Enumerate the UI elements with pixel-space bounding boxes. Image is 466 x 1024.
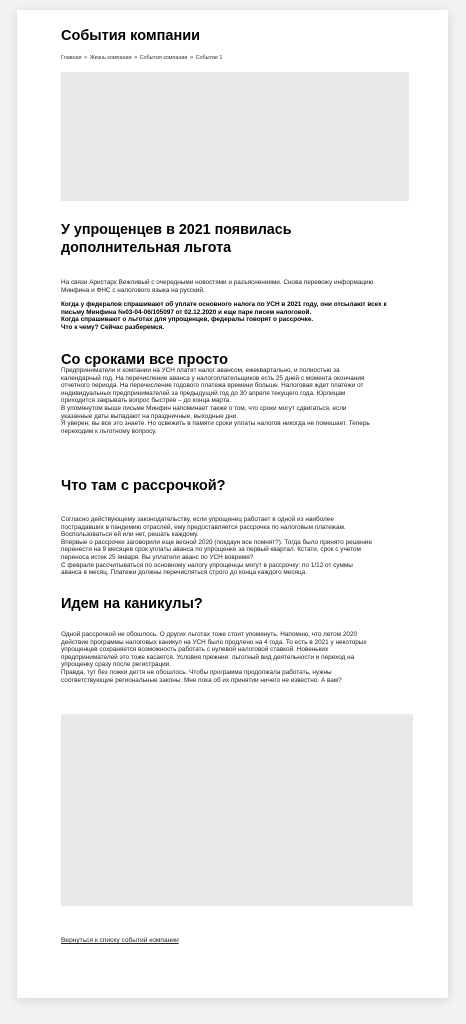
section-body-line: отчетного периода. На перечисление годового платежа времени больше. Налоговая ждет платежи от [61, 382, 364, 390]
lead-line: Когда спрашивают о льготах для упрощенцев, федералы говорят о рассрочке. [61, 316, 314, 324]
section-body-line: упрощенцев сохраняется возможность работать с нулевой налоговой ставкой. Новеньких [61, 646, 329, 654]
article-title-line: дополнительная льгота [61, 239, 232, 256]
section-deadlines-lines [61, 367, 421, 435]
intro-paragraph [61, 279, 421, 294]
lead-line: Когда у федералов спрашивают об уплате основного налога по УСН в 2021 году, они отсылают всех к [61, 301, 387, 308]
section-heading-installment: Что там с рассрочкой? [61, 478, 226, 494]
section-body-line: пострадавших в пандемию отраслей, ему предоставляется рассрочка по налоговым платежам. [61, 523, 346, 531]
section-body-line: Согласно действующему законодательству, если упрощенец работает в одной из наиболее [61, 516, 334, 523]
article-title [61, 222, 411, 257]
breadcrumb-separator: > [84, 55, 88, 61]
section-heading-holidays: Идем на каникулы? [61, 596, 203, 612]
section-body-line: С февраля рассчитываться по основному налогу упрощенцы могут в рассрочку: по 1/12 от суммы [61, 561, 353, 569]
breadcrumb-separator: > [133, 55, 138, 61]
section-body-line: приходится закрывать вопрос быстрее – до конца марта. [61, 397, 232, 405]
section-body-line: Впервые о рассрочке заговорили еще весной 2020 (покдаун все помнят?). Тогда было принято решение [61, 538, 373, 546]
page-title: События компании [61, 28, 201, 44]
lead-line: Что к чему? Сейчас разберемся. [61, 323, 165, 331]
section-body-line: индивидуальных предпринимателей за предыдущий год до 30 апреля текущего года. Юрлицам [61, 389, 346, 397]
lead-paragraph [61, 301, 421, 331]
section-body-line: перенести на 9 месяцев срок уплаты аванса по упрощенке за первый квартал. Кстати, срок с учетом [61, 546, 361, 554]
section-body-line: Предприниматели и компании на УСН платят налог авансом, ежеквартально, и полностью за [61, 367, 340, 374]
section-body-line: переходим к льготному вопросу. [61, 427, 157, 435]
breadcrumb-current: Событие 1 [195, 55, 223, 61]
section-heading-deadlines: Со сроками все просто [61, 352, 228, 368]
section-body-line: переноса истек 25 января. Вы уплатили аванс по УСН вовремя? [61, 553, 254, 561]
breadcrumb-company-events[interactable]: События компании [139, 55, 188, 61]
section-installment-lines [61, 516, 421, 577]
back-to-events-link[interactable]: Вернуться к списку событий компании [61, 937, 179, 944]
section-body-line: соответствующие региональные законы. Мне пока об их принятии ничего не известно. А вам? [61, 676, 342, 684]
section-body-line: Правда, тут без ложки дегтя не обошлось. Чтобы программа продолжала работать, нужны [61, 668, 332, 676]
section-body-line: действие программы налоговых каникул на УСН было продлено на 4 года. То есть в 2021 у некоторых [61, 638, 367, 646]
section-body-line: указанные даты выпадают на праздничные, выходные дни. [61, 412, 238, 420]
section-body-line: упрощенку сразу после регистрации. [61, 661, 172, 669]
article-title-line: У упрощенцев в 2021 появилась [61, 222, 292, 238]
article-image-bottom [61, 714, 413, 906]
section-body-line: аванса в месяц. Платежи должны перечисляться строго до конца каждого месяца. [61, 569, 308, 577]
breadcrumb-company-life[interactable]: Жизнь компании [89, 55, 132, 61]
section-body-line: Воспользоваться ей или нет, решать каждому. [61, 531, 199, 539]
breadcrumb [61, 55, 222, 61]
section-body-line: предпринимателей это тоже касается. Условия прежние: льготный вид деятельности и переход на [61, 653, 355, 661]
section-body-line: Я уверен, вы все это знаете. Но освежить в памяти сроки уплаты налогов никогда не помешает. Теперь [61, 420, 370, 428]
intro-line: На связи Аристарх Вежливый с очередными новостями и разъяснениями. Снова перевожу информацию [61, 279, 374, 286]
section-body-line: календарный год. На перечисление аванса у налогоплательщиков есть 25 дней с момента окончания [61, 374, 365, 382]
lead-line: письму Минфина №03-04-06/105097 от 02.12.2020 и еще паре писем налоговой. [61, 308, 312, 316]
intro-line: Минфина и ФНС с налогового языка на русский. [61, 286, 205, 294]
section-body-line: Одной рассрочкой не обошлось. О других льготах тоже стоит упомянуть. Напомню, что летом 2020 [61, 631, 358, 638]
content-card [17, 10, 448, 998]
section-holidays-lines [61, 631, 421, 684]
breadcrumb-separator: > [189, 55, 194, 61]
section-body-line: В упомянутом выше письме Минфин напоминает также о том, что сроки могут сдвигаться, если [61, 404, 347, 412]
breadcrumb-home[interactable]: Главная [61, 55, 82, 61]
article-image-top [61, 72, 409, 201]
